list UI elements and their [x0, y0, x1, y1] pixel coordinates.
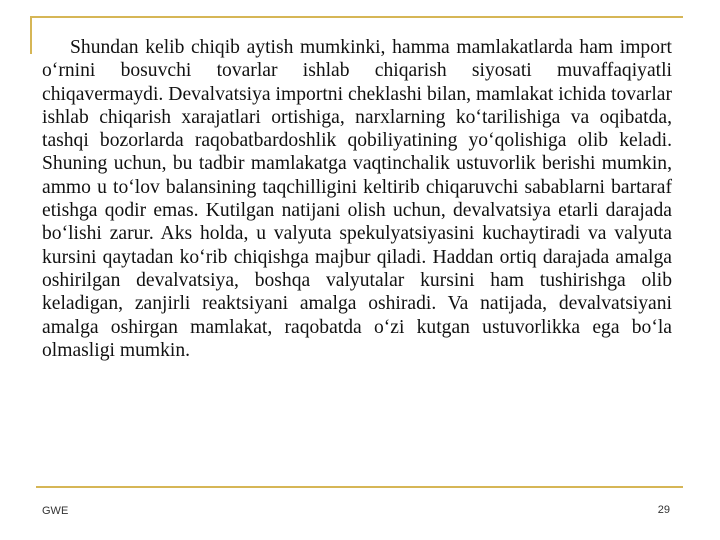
footer-label: GWE	[42, 505, 69, 517]
page-number: 29	[657, 504, 670, 516]
bottom-rule	[36, 486, 683, 488]
top-rule	[30, 16, 683, 18]
left-rule	[30, 16, 32, 54]
body-paragraph: Shundan kelib chiqib aytish mumkinki, hamma mamlakatlarda ham import o‘rnini bosuvchi tovarlar ishlab chiqarish siyosati muvaffaqiyatli chiqavermaydi. Devalvatsiya importni cheklashi bilan, mamlakat ichida tovarlar ishlab chiqarish xarajatlari ortishiga, narxlarning ko‘tarilishiga va oqibatda, tashqi bozorlarda raqobatbardoshlik qobiliyatining yo‘qolishiga olib keladi. Shuning uchun, bu tadbir mamlakatga vaqtinchalik ustuvorlik berishi mumkin, ammo u to‘lov balansining taqchilligini keltirib chiqaruvchi sabablarni bartaraf etishga qodir emas. Kutilgan natijani olish uchun, devalvatsiya etarli darajada bo‘lishi zarur. Aks holda, u valyuta spekulyatsiyasini kuchaytiradi va valyuta kursini qaytadan ko‘rib chiqishga majbur qiladi. Haddan ortiq darajada amalga oshirilgan devalvatsiya, boshqa valyutalar kursini ham tushirishga olib keladigan, zanjirli reaktsiyani amalga oshiradi. Va natijada, devalvatsiyani amalga oshirgan mamlakat, raqobatda o‘zi kutgan ustuvorlikka ega bo‘la olmasligi mumkin.	[42, 37, 672, 361]
